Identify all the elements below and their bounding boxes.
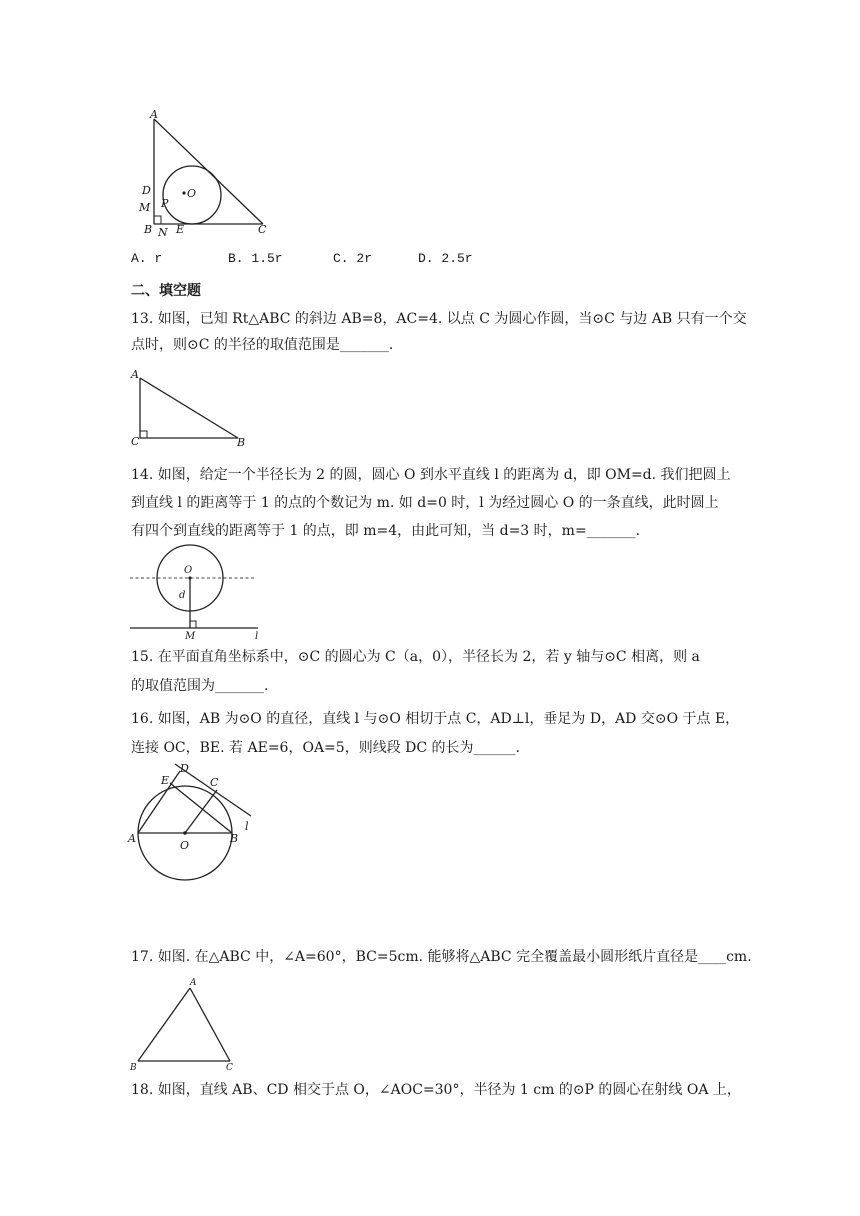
q13-line-2: 点时，则⊙C 的半径的取值范围是_______. bbox=[131, 337, 394, 353]
fig12-label-O: O bbox=[187, 187, 197, 200]
q16-figure bbox=[125, 760, 265, 890]
fig12-label-B: B bbox=[144, 223, 153, 236]
fig16-label-D: D bbox=[180, 762, 189, 775]
fig16-label-A: A bbox=[128, 832, 136, 845]
q17-figure bbox=[125, 975, 245, 1075]
q15-line-2: 的取值范围为_______. bbox=[131, 678, 269, 694]
fig16-label-l: l bbox=[245, 820, 249, 833]
fig12-label-A: A bbox=[150, 108, 158, 121]
fig14-label-O: O bbox=[184, 565, 193, 576]
q18-line-1: 18. 如图，直线 AB、CD 相交于点 O，∠AOC=30°，半径为 1 cm 的⊙P 的圆心在射线 OA 上， bbox=[131, 1082, 741, 1098]
fig16-label-O: O bbox=[180, 839, 190, 852]
q14-line-1: 14. 如图，给定一个半径长为 2 的圆，圆心 O 到水平直线 l 的距离为 d，即 OM=d. 我们把圆上 bbox=[131, 467, 731, 483]
q13-line-1: 13. 如图，已知 Rt△ABC 的斜边 AB=8，AC=4. 以点 C 为圆心作圆，当⊙C 与边 AB 只有一个交 bbox=[131, 311, 747, 327]
fig14-label-d: d bbox=[179, 590, 186, 601]
q13-figure bbox=[128, 368, 258, 448]
fig14-label-M: M bbox=[185, 631, 196, 642]
section-title: 二、填空题 bbox=[131, 283, 201, 299]
fig17-label-B: B bbox=[130, 1063, 137, 1073]
q16-line-1: 16. 如图，AB 为⊙O 的直径，直线 l 与⊙O 相切于点 C，AD⊥l，垂足为 D，AD 交⊙O 于点 E， bbox=[131, 711, 740, 727]
fig16-label-C: C bbox=[210, 776, 219, 789]
fig12-label-M: M bbox=[139, 201, 151, 214]
q16-line-2: 连接 OC，BE. 若 AE=6，OA=5，则线段 DC 的长为______. bbox=[131, 740, 520, 756]
fig17-label-C: C bbox=[226, 1063, 233, 1073]
q14-line-2: 到直线 l 的距离等于 1 的点的个数记为 m. 如 d=0 时，l 为经过圆心 O 的一条直线，此时圆上 bbox=[131, 495, 719, 511]
fig13-label-C: C bbox=[131, 435, 140, 448]
option-b: B. 1.5r bbox=[228, 251, 283, 266]
fig13-label-B: B bbox=[237, 436, 246, 449]
fig17-label-A: A bbox=[190, 978, 197, 988]
fig13-label-A: A bbox=[131, 368, 139, 381]
q14-line-3: 有四个到直线的距离等于 1 的点，即 m=4，由此可知，当 d=3 时，m=_______. bbox=[131, 523, 641, 539]
fig16-label-E: E bbox=[161, 774, 170, 787]
option-a: A. r bbox=[131, 251, 163, 266]
fig12-label-E: E bbox=[176, 223, 185, 236]
q12-figure bbox=[130, 105, 280, 240]
fig12-label-C: C bbox=[258, 223, 267, 236]
option-c: C. 2r bbox=[333, 251, 373, 266]
fig16-label-B: B bbox=[230, 832, 239, 845]
q17-line-1: 17. 如图. 在△ABC 中，∠A=60°，BC=5cm. 能够将△ABC 完全覆盖最小圆形纸片直径是____cm. bbox=[131, 949, 752, 965]
fig12-label-D: D bbox=[142, 184, 151, 197]
q14-figure bbox=[128, 540, 268, 640]
fig14-label-l: l bbox=[255, 631, 259, 642]
fig12-label-P: P bbox=[161, 197, 169, 210]
option-d: D. 2.5r bbox=[418, 251, 473, 266]
fig12-label-N: N bbox=[158, 226, 168, 239]
q15-line-1: 15. 在平面直角坐标系中，⊙C 的圆心为 C（a，0），半径长为 2，若 y 轴与⊙C 相离，则 a bbox=[131, 649, 700, 665]
